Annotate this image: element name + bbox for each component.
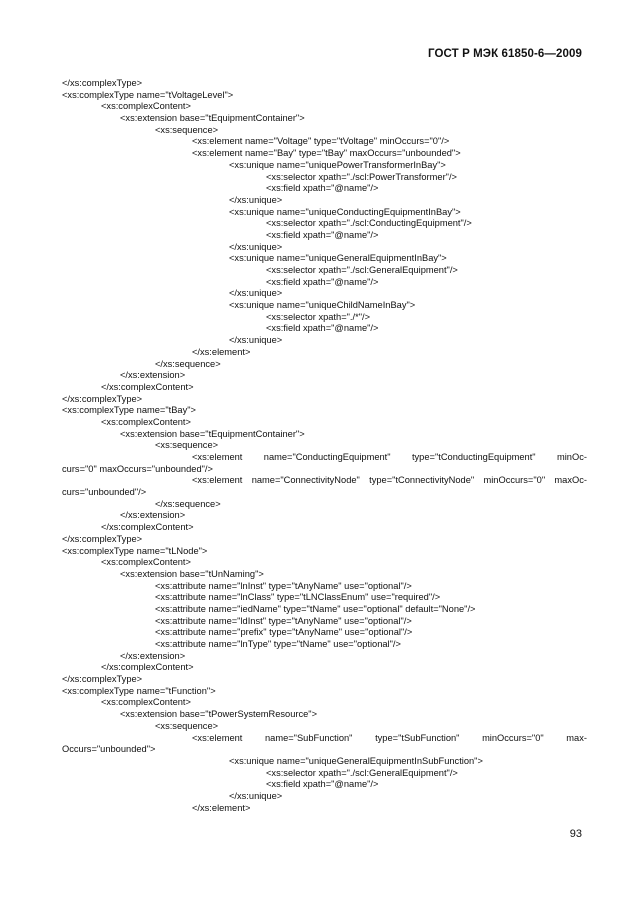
code-line: <xs:unique name="uniqueGeneralEquipmentInSubFunction"> bbox=[229, 755, 483, 766]
code-line: <xs:element name="Bay" type="tBay" maxOccurs="unbounded"> bbox=[192, 148, 461, 159]
code-line: </xs:complexType> bbox=[62, 533, 143, 544]
code-line: <xs:unique name="uniquePowerTransformerInBay"> bbox=[229, 159, 446, 170]
code-line: <xs:complexContent> bbox=[101, 557, 191, 568]
xml-schema-code-block bbox=[62, 78, 587, 814]
code-line: </xs:unique> bbox=[229, 241, 283, 252]
code-line: </xs:element> bbox=[192, 346, 251, 357]
code-line: </xs:complexType> bbox=[62, 78, 143, 88]
code-line: <xs:selector xpath="./scl:GeneralEquipment"/> bbox=[266, 767, 458, 778]
code-line: </xs:complexType> bbox=[62, 674, 143, 685]
code-word: max- bbox=[566, 732, 587, 743]
code-word: minOccurs="0" bbox=[482, 732, 544, 743]
code-line: <xs:sequence> bbox=[155, 440, 219, 451]
code-line: curs="unbounded"/> bbox=[62, 487, 147, 498]
code-word: minOc- bbox=[557, 452, 587, 462]
code-word: <xs:element bbox=[192, 732, 243, 743]
code-line bbox=[62, 475, 587, 487]
code-word: minOccurs="0" bbox=[483, 475, 546, 486]
code-line: <xs:complexContent> bbox=[101, 101, 191, 112]
code-line: </xs:sequence> bbox=[155, 498, 221, 509]
code-line: <xs:attribute name="iedName" type="tName" use="optional" default="None"/> bbox=[155, 603, 476, 614]
code-line: <xs:selector xpath="./scl:GeneralEquipment"/> bbox=[266, 265, 458, 275]
code-word: <xs:element bbox=[192, 452, 243, 462]
code-line: <xs:unique name="uniqueChildNameInBay"> bbox=[229, 300, 416, 311]
code-line: <xs:unique name="uniqueConductingEquipmentInBay"> bbox=[229, 206, 461, 217]
code-line: </xs:extension> bbox=[120, 650, 186, 661]
code-line: <xs:complexType name="tBay"> bbox=[62, 405, 196, 416]
code-line: <xs:extension base="tEquipmentContainer"> bbox=[120, 113, 305, 124]
code-line: <xs:field xpath="@name"/> bbox=[266, 183, 379, 194]
code-line: <xs:attribute name="prefix" type="tAnyName" use="optional"/> bbox=[155, 627, 413, 638]
code-line: Occurs="unbounded"> bbox=[62, 744, 156, 755]
code-line: </xs:complexType> bbox=[62, 393, 143, 404]
code-line: <xs:complexType name="tLNode"> bbox=[62, 545, 208, 556]
code-line: </xs:complexContent> bbox=[101, 662, 194, 673]
page-number: 93 bbox=[569, 828, 582, 840]
code-word: maxOc- bbox=[554, 475, 587, 486]
code-line: <xs:sequence> bbox=[155, 720, 219, 731]
code-line bbox=[62, 452, 587, 464]
code-word: type="tSubFunction" bbox=[375, 732, 460, 743]
code-line: <xs:field xpath="@name"/> bbox=[266, 779, 379, 790]
code-line: <xs:field xpath="@name"/> bbox=[266, 323, 379, 334]
code-line: </xs:extension> bbox=[120, 370, 186, 381]
code-line: <xs:complexType name="tVoltageLevel"> bbox=[62, 89, 234, 100]
code-line: </xs:element> bbox=[192, 802, 251, 813]
code-line: <xs:selector xpath="./scl:ConductingEquipment"/> bbox=[266, 218, 472, 229]
code-line: </xs:complexContent> bbox=[101, 522, 194, 533]
code-line: <xs:sequence> bbox=[155, 124, 219, 135]
code-line: </xs:extension> bbox=[120, 510, 186, 521]
code-line: <xs:complexContent> bbox=[101, 697, 191, 708]
code-line: <xs:extension base="tPowerSystemResource"> bbox=[120, 709, 318, 720]
code-line: <xs:attribute name="ldInst" type="tAnyName" use="optional"/> bbox=[155, 615, 412, 626]
code-line: <xs:selector xpath="./scl:PowerTransformer"/> bbox=[266, 171, 457, 182]
code-line: <xs:attribute name="lnInst" type="tAnyName" use="optional"/> bbox=[155, 580, 412, 591]
code-word: name="ConnectivityNode" bbox=[251, 475, 360, 486]
standard-header: ГОСТ Р МЭК 61850-6—2009 bbox=[428, 48, 582, 60]
code-line: </xs:unique> bbox=[229, 790, 283, 801]
code-line: </xs:complexContent> bbox=[101, 381, 194, 392]
code-line: <xs:extension base="tEquipmentContainer"> bbox=[120, 428, 305, 439]
code-line: <xs:field xpath="@name"/> bbox=[266, 276, 379, 287]
code-line bbox=[62, 733, 587, 745]
code-line: <xs:attribute name="lnClass" type="tLNClassEnum" use="required"/> bbox=[155, 592, 441, 603]
code-line: <xs:unique name="uniqueGeneralEquipmentInBay"> bbox=[229, 253, 447, 264]
code-word: <xs:element bbox=[192, 475, 243, 486]
code-line: <xs:selector xpath="./*"/> bbox=[266, 311, 371, 322]
code-word: type="tConductingEquipment" bbox=[411, 452, 536, 462]
code-line: </xs:unique> bbox=[229, 288, 283, 299]
code-word: name="SubFunction" bbox=[264, 732, 353, 743]
code-line: </xs:unique> bbox=[229, 194, 283, 205]
code-line: <xs:complexType name="tFunction"> bbox=[62, 685, 216, 696]
code-line: <xs:element name="Voltage" type="tVoltage" minOccurs="0"/> bbox=[192, 136, 450, 147]
code-line: curs="0" maxOccurs="unbounded"/> bbox=[62, 463, 213, 474]
code-line: <xs:extension base="tUnNaming"> bbox=[120, 568, 264, 579]
code-line: </xs:unique> bbox=[229, 335, 283, 346]
code-line: <xs:complexContent> bbox=[101, 416, 191, 427]
code-word: name="ConductingEquipment" bbox=[263, 452, 391, 462]
code-line: <xs:field xpath="@name"/> bbox=[266, 229, 379, 240]
code-line: <xs:attribute name="lnType" type="tName" use="optional"/> bbox=[155, 639, 401, 649]
code-word: type="tConnectivityNode" bbox=[369, 475, 475, 486]
code-line: </xs:sequence> bbox=[155, 358, 221, 369]
